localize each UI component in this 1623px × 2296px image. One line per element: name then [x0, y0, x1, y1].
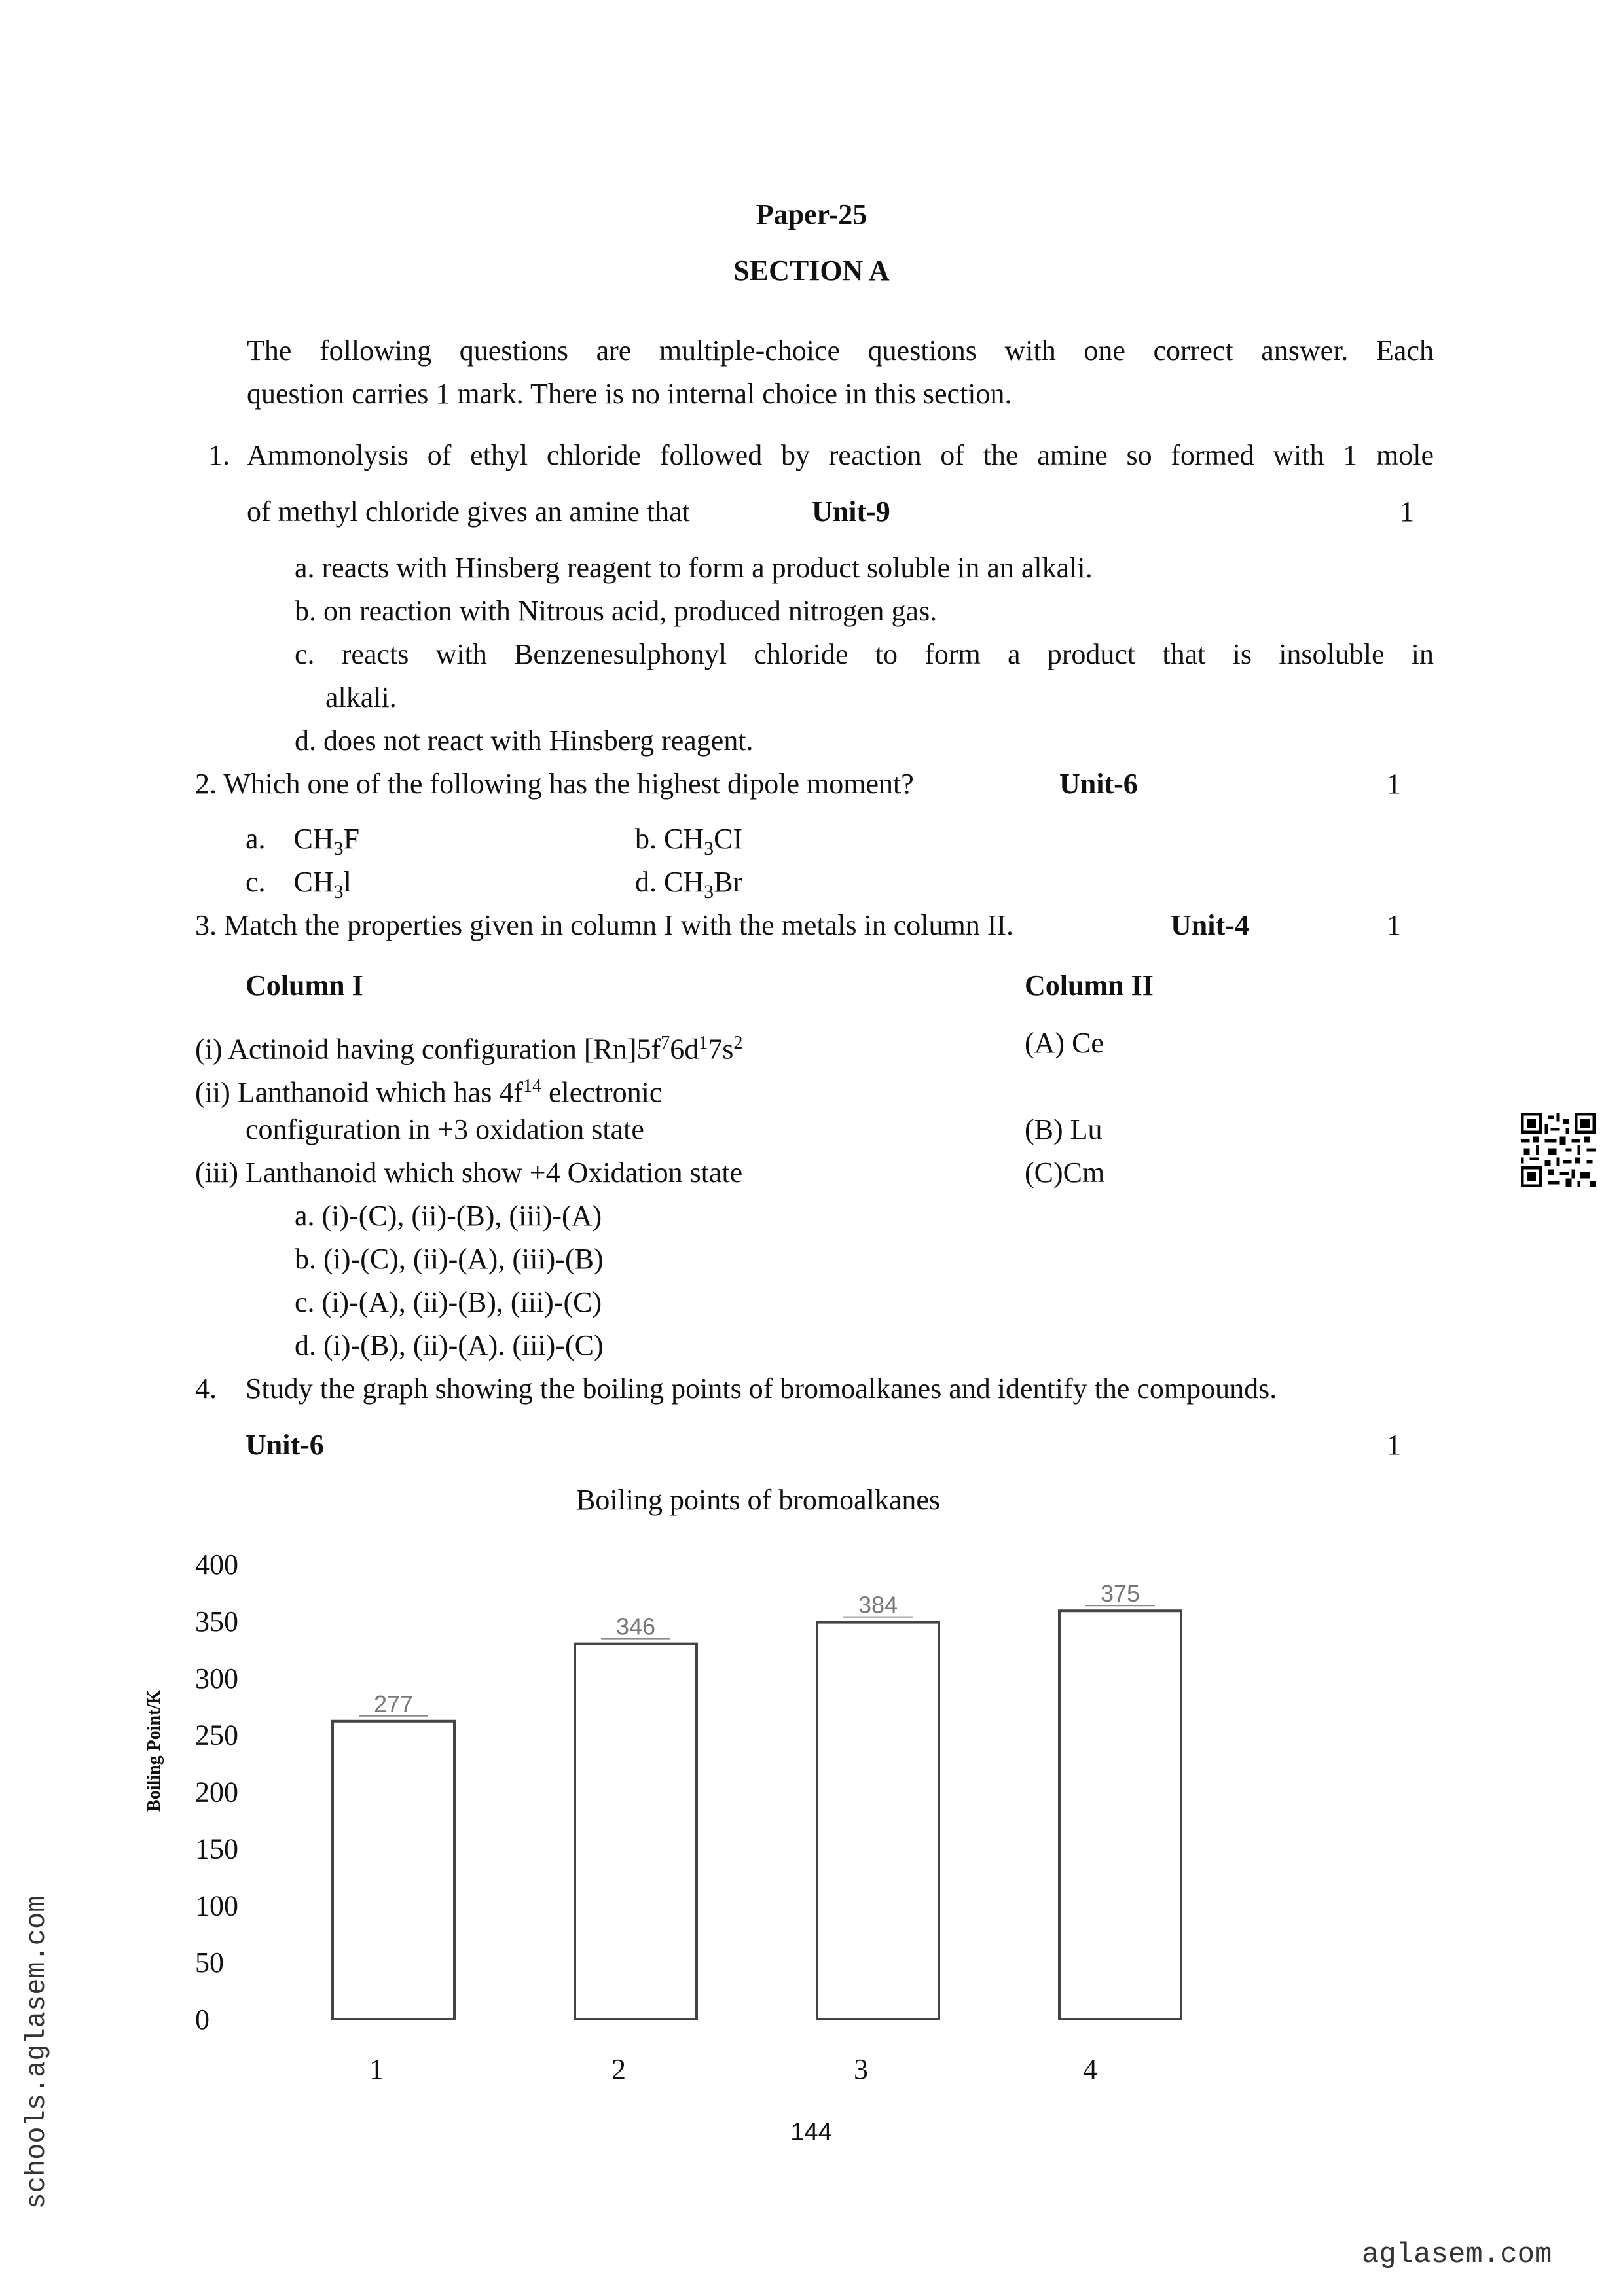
bar-3 [817, 1623, 939, 2019]
y-tick-label: 200 [195, 1776, 238, 1808]
bar-data-label: 384 [858, 1591, 898, 1619]
q2-unit: Unit-6 [1059, 768, 1138, 800]
q3-option-b: b. (i)-(C), (ii)-(A), (iii)-(B) [295, 1243, 604, 1275]
q3-row-1: (i) Actinoid having configuration $[Rn]5f^76d^17s^2$ [195, 1033, 743, 1066]
q1-number: 1. [208, 439, 230, 471]
q3-column-1-heading: Column I [246, 969, 363, 1001]
bar-data-label: 346 [615, 1613, 656, 1640]
q2-stem: 2. Which one of the following has the highest dipole moment? [195, 768, 914, 800]
q2-option-b: b. $CH_3CI$ [635, 823, 743, 859]
x-tick-label: 1 [369, 2053, 384, 2085]
q1-unit: Unit-9 [812, 495, 890, 528]
q3-row-1-answer: (A) Ce [1025, 1027, 1104, 1059]
y-tick-label: 150 [195, 1833, 238, 1865]
y-tick-label: 400 [195, 1549, 238, 1581]
side-watermark: schools.aglasem.com [21, 1895, 52, 2210]
q2-option-c-formula: $CH_3l$ [293, 866, 352, 903]
q3-option-c: c. (i)-(A), (ii)-(B), (iii)-(C) [295, 1286, 602, 1318]
y-tick-label: 300 [195, 1662, 238, 1695]
bar-2 [575, 1644, 697, 2019]
page-number: 144 [790, 2119, 832, 2146]
paper-title: Paper-25 [756, 198, 867, 230]
q3-row-2-line-2: configuration in +3 oxidation state [246, 1113, 644, 1145]
q3-option-a: a. (i)-(C), (ii)-(B), (iii)-(A) [295, 1200, 602, 1232]
q1-marks: 1 [1400, 495, 1414, 528]
q2-option-c-label: c. [246, 866, 266, 898]
q4-number: 4. [195, 1372, 217, 1405]
x-tick-label: 2 [611, 2053, 626, 2085]
q3-stem: 3. Match the properties given in column I with the metals in column II. [195, 909, 1014, 941]
corner-watermark: aglasem.com [1362, 2238, 1552, 2271]
q3-row-2: (ii) Lanthanoid which has $4f^{14}$ electronic [195, 1076, 663, 1109]
y-tick-labels [195, 1549, 238, 2036]
q3-row-3: (iii) Lanthanoid which show +4 Oxidation state [195, 1157, 743, 1189]
q1-option-c-line-1: c. reacts with Benzenesulphonyl chloride to form a product that is insoluble in [295, 638, 1434, 670]
y-axis-label: Boiling Point/K [144, 1690, 164, 1812]
qr-code-icon [1521, 1113, 1596, 1187]
q3-row-3-answer: (C)Cm [1025, 1157, 1105, 1189]
bars [333, 1611, 1181, 2019]
x-tick-labels [369, 2053, 1097, 2085]
bar-4 [1059, 1611, 1181, 2019]
q1-stem-line-2: of methyl chloride gives an amine that [247, 495, 690, 528]
q3-option-d: d. (i)-(B), (ii)-(A). (iii)-(C) [295, 1329, 604, 1361]
chart-title: Boiling points of bromoalkanes [575, 1484, 941, 1516]
bar-data-label: 277 [373, 1690, 414, 1717]
bar-data-label: 375 [1100, 1580, 1140, 1607]
q4-stem: Study the graph showing the boiling points of bromoalkanes and identify the compounds. [246, 1372, 1277, 1405]
q3-column-2-heading: Column II [1025, 969, 1154, 1001]
q4-unit: Unit-6 [246, 1429, 324, 1461]
q1-option-a: a. reacts with Hinsberg reagent to form a product soluble in an alkali. [295, 552, 1093, 584]
q2-option-d: d. $CH_3Br$ [635, 866, 743, 903]
instructions-line-1: The following questions are multiple-choice questions with one correct answer. Each [247, 334, 1434, 367]
q1-option-b: b. on reaction with Nitrous acid, produced nitrogen gas. [295, 595, 938, 627]
bar-1 [333, 1721, 454, 2019]
y-tick-label: 50 [195, 1946, 224, 1979]
section-title: SECTION A [733, 255, 890, 287]
bar-data-labels [359, 1580, 1155, 1717]
q3-marks: 1 [1387, 909, 1401, 941]
q2-marks: 1 [1387, 768, 1401, 800]
q4-marks: 1 [1387, 1429, 1401, 1461]
q2-option-a-label: a. [246, 823, 266, 855]
y-tick-label: 0 [195, 2003, 210, 2036]
q2-option-a-formula: $CH_3F$ [293, 823, 360, 859]
q1-stem-line-1: Ammonolysis of ethyl chloride followed by reaction of the amine so formed with 1 mole [247, 439, 1434, 471]
x-tick-label: 4 [1083, 2053, 1097, 2085]
y-tick-label: 350 [195, 1605, 238, 1638]
q3-unit: Unit-4 [1171, 909, 1249, 941]
y-tick-label: 100 [195, 1890, 238, 1922]
x-tick-label: 3 [854, 2053, 868, 2085]
q1-option-c-line-2: alkali. [325, 681, 397, 713]
q1-option-d: d. does not react with Hinsberg reagent. [295, 725, 754, 757]
q3-row-2-answer: (B) Lu [1025, 1113, 1103, 1145]
y-tick-label: 250 [195, 1719, 238, 1751]
instructions-line-2: question carries 1 mark. There is no internal choice in this section. [247, 378, 1012, 410]
